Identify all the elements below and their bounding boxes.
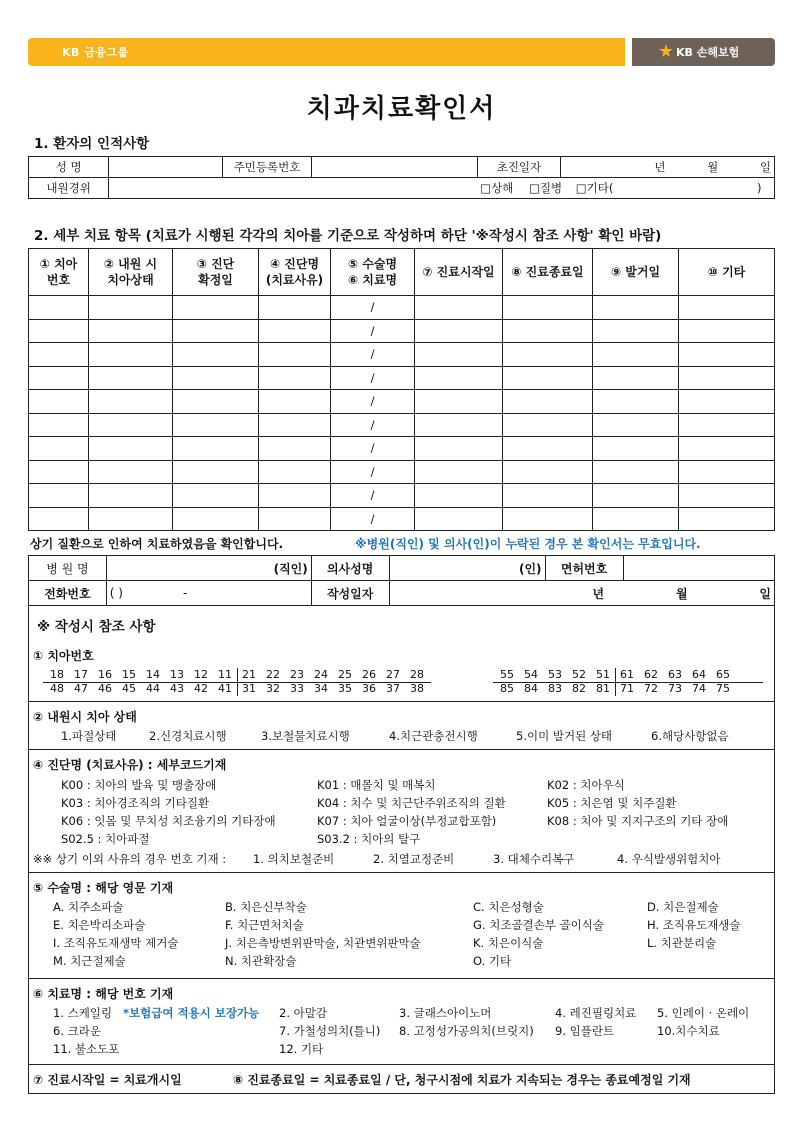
treatment-cell[interactable] <box>593 413 679 437</box>
treatment-cell[interactable] <box>415 413 503 437</box>
treatment-cell[interactable] <box>89 460 173 484</box>
treatment-row <box>29 343 775 367</box>
start-date-note: ⑦ 진료시작일 = 치료개시일 <box>33 1073 182 1087</box>
treatment-cell[interactable] <box>173 366 259 390</box>
treatment-cell[interactable] <box>415 460 503 484</box>
treatment-cell[interactable] <box>29 296 89 320</box>
treatment-cell[interactable] <box>503 437 593 461</box>
treatment-cell[interactable] <box>679 296 775 320</box>
col-tooth-number: ① 치아 번호 <box>29 249 89 296</box>
hospital-label: 병 원 명 <box>29 556 107 581</box>
treatment-cell[interactable] <box>259 390 331 414</box>
treatment-cell[interactable] <box>173 319 259 343</box>
end-date-note: ⑧ 진료종료일 = 치료종료일 / 단, 청구시점에 치료가 지속되는 경우는 종료예정일 기재 <box>233 1073 691 1087</box>
treatment-cell[interactable] <box>593 507 679 531</box>
treatment-cell[interactable] <box>415 319 503 343</box>
treatment-row <box>29 366 775 390</box>
hospital-field[interactable]: (직인) <box>106 556 311 581</box>
treatment-cell[interactable]: / <box>331 437 415 461</box>
phone-label: 전화번호 <box>29 581 107 606</box>
tooth-row-lower: 48 47 46 45 44 43 42 41 31 32 33 34 35 36 37 38 <box>50 682 424 695</box>
treatment-row <box>29 413 775 437</box>
treatment-heading: ⑥ 치료명 : 해당 번호 기재 <box>33 987 174 1001</box>
treatment-cell[interactable] <box>173 413 259 437</box>
section1-title: 1. 환자의 인적사항 <box>34 136 150 152</box>
baby-tooth-row-lower: 85 84 83 82 81 71 72 73 74 75 <box>500 682 730 695</box>
treatment-cell[interactable] <box>679 390 775 414</box>
treatment-cell[interactable] <box>259 319 331 343</box>
treatment-cell[interactable] <box>89 413 173 437</box>
treatment-cell[interactable] <box>29 343 89 367</box>
treatment-cell[interactable]: / <box>331 413 415 437</box>
treatment-cell[interactable] <box>89 343 173 367</box>
confirm-statement: 상기 질환으로 인하여 치료하였음을 확인합니다. <box>30 537 284 551</box>
treatment-cell[interactable] <box>173 343 259 367</box>
treatment-row <box>29 296 775 320</box>
treatment-cell[interactable]: / <box>331 319 415 343</box>
treatment-cell[interactable] <box>173 390 259 414</box>
license-field[interactable] <box>623 556 774 581</box>
treatment-cell[interactable] <box>593 319 679 343</box>
treatment-cell[interactable] <box>503 507 593 531</box>
written-date-field[interactable]: 년 월 일 <box>389 581 774 606</box>
col-diagnosis-name: ④ 진단명 (치료사유) <box>259 249 331 296</box>
rrn-label: 주민등록번호 <box>222 157 312 178</box>
treatment-cell[interactable] <box>415 484 503 508</box>
treatment-cell[interactable] <box>259 460 331 484</box>
visit-reason-label: 내원경위 <box>29 178 109 199</box>
treatment-cell[interactable]: / <box>331 343 415 367</box>
reference-title: ※ 작성시 참조 사항 <box>37 619 156 635</box>
treatment-cell[interactable] <box>503 390 593 414</box>
doctor-field[interactable]: (인) <box>389 556 545 581</box>
treatment-cell[interactable] <box>89 390 173 414</box>
license-label: 면허번호 <box>545 556 623 581</box>
patient-info-table <box>28 156 775 199</box>
treatment-cell[interactable] <box>259 413 331 437</box>
treatment-cell[interactable] <box>89 296 173 320</box>
col-surgery-treatment: ⑤ 수술명 ⑥ 치료명 <box>331 249 415 296</box>
treatment-cell[interactable] <box>679 343 775 367</box>
written-date-label: 작성일자 <box>311 581 389 606</box>
treatment-cell[interactable]: / <box>331 484 415 508</box>
treatment-cell[interactable] <box>89 484 173 508</box>
treatment-cell[interactable] <box>503 296 593 320</box>
header-insurer-band <box>632 38 775 66</box>
treatment-row <box>29 460 775 484</box>
header-brand-band <box>28 38 625 66</box>
baby-tooth-divider-v <box>615 668 616 696</box>
treatment-cell[interactable] <box>503 460 593 484</box>
treatment-cell[interactable] <box>679 507 775 531</box>
treatment-cell[interactable] <box>29 390 89 414</box>
treatment-cell[interactable] <box>89 319 173 343</box>
treatment-cell[interactable]: / <box>331 296 415 320</box>
treatment-cell[interactable] <box>29 484 89 508</box>
checkbox-disease[interactable]: □질병 <box>529 181 563 195</box>
col-diagnosis-date: ③ 진단 확정일 <box>173 249 259 296</box>
col-start-date: ⑦ 진료시작일 <box>415 249 503 296</box>
treatment-cell[interactable] <box>29 413 89 437</box>
treatment-cell[interactable] <box>89 437 173 461</box>
treatment-cell[interactable] <box>593 343 679 367</box>
signature-table <box>28 555 775 606</box>
treatment-cell[interactable] <box>89 507 173 531</box>
treatment-cell[interactable] <box>679 413 775 437</box>
treatment-cell[interactable] <box>503 484 593 508</box>
treatment-cell[interactable] <box>259 484 331 508</box>
treatment-row <box>29 437 775 461</box>
treatment-cell[interactable] <box>173 484 259 508</box>
treatment-cell[interactable] <box>503 319 593 343</box>
name-field[interactable] <box>109 157 222 178</box>
col-tooth-status: ② 내원 시 치아상태 <box>89 249 173 296</box>
treatment-row <box>29 390 775 414</box>
kb-group-logo: KB 금융그룹 <box>62 46 129 59</box>
checkbox-injury[interactable]: □상해 <box>480 181 514 195</box>
treatment-cell[interactable] <box>503 413 593 437</box>
treatment-cell[interactable] <box>593 296 679 320</box>
treatment-row <box>29 319 775 343</box>
treatment-cell[interactable] <box>593 366 679 390</box>
treatment-cell[interactable] <box>415 366 503 390</box>
name-label: 성 명 <box>29 157 109 178</box>
treatment-cell[interactable] <box>415 390 503 414</box>
checkbox-other[interactable]: □기타( <box>575 181 614 195</box>
first-visit-label: 초진일자 <box>477 157 561 178</box>
treatment-cell[interactable] <box>593 460 679 484</box>
treatment-details-table <box>28 248 775 531</box>
treatment-row <box>29 507 775 531</box>
treatment-cell[interactable] <box>503 366 593 390</box>
col-extraction-date: ⑨ 발거일 <box>593 249 679 296</box>
section2-title: 2. 세부 치료 항목 (치료가 시행된 각각의 치아를 기준으로 작성하며 하단 '※작성시 참조 사항' 확인 바람) <box>34 228 662 244</box>
treatment-cell[interactable] <box>679 319 775 343</box>
treatment-cell[interactable] <box>259 437 331 461</box>
treatment-cell[interactable] <box>89 366 173 390</box>
treatment-cell[interactable] <box>679 460 775 484</box>
treatment-cell[interactable] <box>29 460 89 484</box>
treatment-cell[interactable] <box>29 437 89 461</box>
treatment-cell[interactable]: / <box>331 460 415 484</box>
col-other: ⑩ 기타 <box>679 249 775 296</box>
phone-field[interactable]: ( ) - <box>106 581 311 606</box>
reference-notes-box: ※ 작성시 참조 사항 ① 치아번호 18 17 16 15 14 13 12 11 21 22 23 24 25 26 27 28 48 47 46 45 44 43 42 41 31 32 33 34 35 36 37 38 55 54 53 52 51 61 62 63 64 65 85 84 83 82 81 71 72 73 74 75 ② 내원시 치아 상태 1.파절상태 2.신경치료시행 3.보철물치료시행 4.치근관충전시행 5.이미 발거된 상태 6.해당사항없음 ④ 진단명 (치료사유) : 세부코드기재 K00 : 치아의 발육 및 맹출장애 K01 : 매몰치 및 매복치 K02 : 치아우식 K03 : 치아경조직의 기타질환 K04 : 치수 및 치근단주위조직의 질환 K05 : 치은염 및 치주질환 K06 : 잇몸 및 무치성 치조융기의 기타장애 K07 : 치아 얼굴이상(부정교합포함) K08 : 치아 및 지지구조의 기타 장애 S02.5 : 치아파절 S03.2 : 치아의 탈구 ※※ 상기 이외 사유의 경우 번호 기재 : 1. 의치보철준비 2. 치열교정준비 3. 대체수리복구 4. 우식발생위험치아 ⑤ 수술명 : 해당 영문 기재 A. 치주소파술 B. 치은신부착술 C. 치은성형술 D. 치은절제술 E. 치은박리소파술 F. 치근면처치술 G. 치조골결손부 골이식술 H. 조직유도재생술 I. 조직유도재생막 제거술 J. 치은측방변위판막술, 치관변위판막술 K. 치은이식술 L. 치관분리술 M. 치근절제술 N. 치관확장술 O. 기타 ⑥ 치료명 : 해당 번호 기재 1. 스케일링 *보험급여 적용시 보장가능 2. 아말감 3. 글래스아이노머 4. 레진필링치료 5. 인레이 · 온레이 6. 크라운 7. 가철성의치(틀니) 8. 고정성가공의치(브릿지) 9. 임플란트 10.치수치료 11. 불소도포 12. 기타 ⑦ 진료시작일 = 치료개시일 ⑧ 진료종료일 = 치료종료일 / 단, 청구시점에 치료가 지속되는 경우는 종료예정일 기재 <box>28 605 775 1094</box>
treatment-cell[interactable] <box>415 296 503 320</box>
treatment-cell[interactable] <box>259 366 331 390</box>
treatment-cell[interactable] <box>679 484 775 508</box>
treatment-cell[interactable] <box>259 507 331 531</box>
tooth-status-heading: ② 내원시 치아 상태 <box>33 710 137 724</box>
surgery-heading: ⑤ 수술명 : 해당 영문 기재 <box>33 881 174 895</box>
kb-star-icon <box>658 43 674 59</box>
kb-insurance-logo: KB 손해보험 <box>676 46 740 59</box>
visit-reason-field[interactable]: □상해 □질병 □기타( ) <box>109 178 775 199</box>
treatment-cell[interactable] <box>593 390 679 414</box>
baby-tooth-row-upper: 55 54 53 52 51 61 62 63 64 65 <box>500 668 730 681</box>
col-end-date: ⑧ 진료종료일 <box>503 249 593 296</box>
treatment-row <box>29 484 775 508</box>
baby-tooth-divider-h <box>493 682 763 683</box>
treatment-cell[interactable] <box>173 507 259 531</box>
tooth-number-heading: ① 치아번호 <box>33 649 94 663</box>
treatment-cell[interactable]: / <box>331 507 415 531</box>
rrn-field[interactable] <box>312 157 477 178</box>
treatment-cell[interactable] <box>29 366 89 390</box>
treatment-cell[interactable] <box>173 296 259 320</box>
treatment-cell[interactable] <box>415 507 503 531</box>
first-visit-field[interactable]: 년 월 일 <box>561 157 775 178</box>
treatment-cell[interactable] <box>593 484 679 508</box>
treatment-cell[interactable] <box>679 366 775 390</box>
treatment-cell[interactable] <box>259 296 331 320</box>
treatment-cell[interactable]: / <box>331 366 415 390</box>
treatment-cell[interactable] <box>173 460 259 484</box>
treatment-cell[interactable] <box>415 343 503 367</box>
treatment-cell[interactable] <box>415 437 503 461</box>
validity-warning: ※병원(직인) 및 의사(인)이 누락된 경우 본 확인서는 무효입니다. <box>355 537 701 551</box>
insurance-note: *보험급여 적용시 보장가능 <box>123 1006 260 1020</box>
treatment-cell[interactable]: / <box>331 390 415 414</box>
treatment-cell[interactable] <box>29 319 89 343</box>
treatment-cell[interactable] <box>593 437 679 461</box>
treatment-cell[interactable] <box>259 343 331 367</box>
treatment-cell[interactable] <box>29 507 89 531</box>
tooth-row-upper: 18 17 16 15 14 13 12 11 21 22 23 24 25 26 27 28 <box>50 668 424 681</box>
treatment-cell[interactable] <box>503 343 593 367</box>
document-title: 치과치료확인서 <box>306 94 497 124</box>
treatment-cell[interactable] <box>173 437 259 461</box>
diagnosis-code-heading: ④ 진단명 (치료사유) : 세부코드기재 <box>33 758 227 772</box>
tooth-divider-v <box>237 668 238 696</box>
doctor-label: 의사성명 <box>311 556 389 581</box>
treatment-cell[interactable] <box>679 437 775 461</box>
